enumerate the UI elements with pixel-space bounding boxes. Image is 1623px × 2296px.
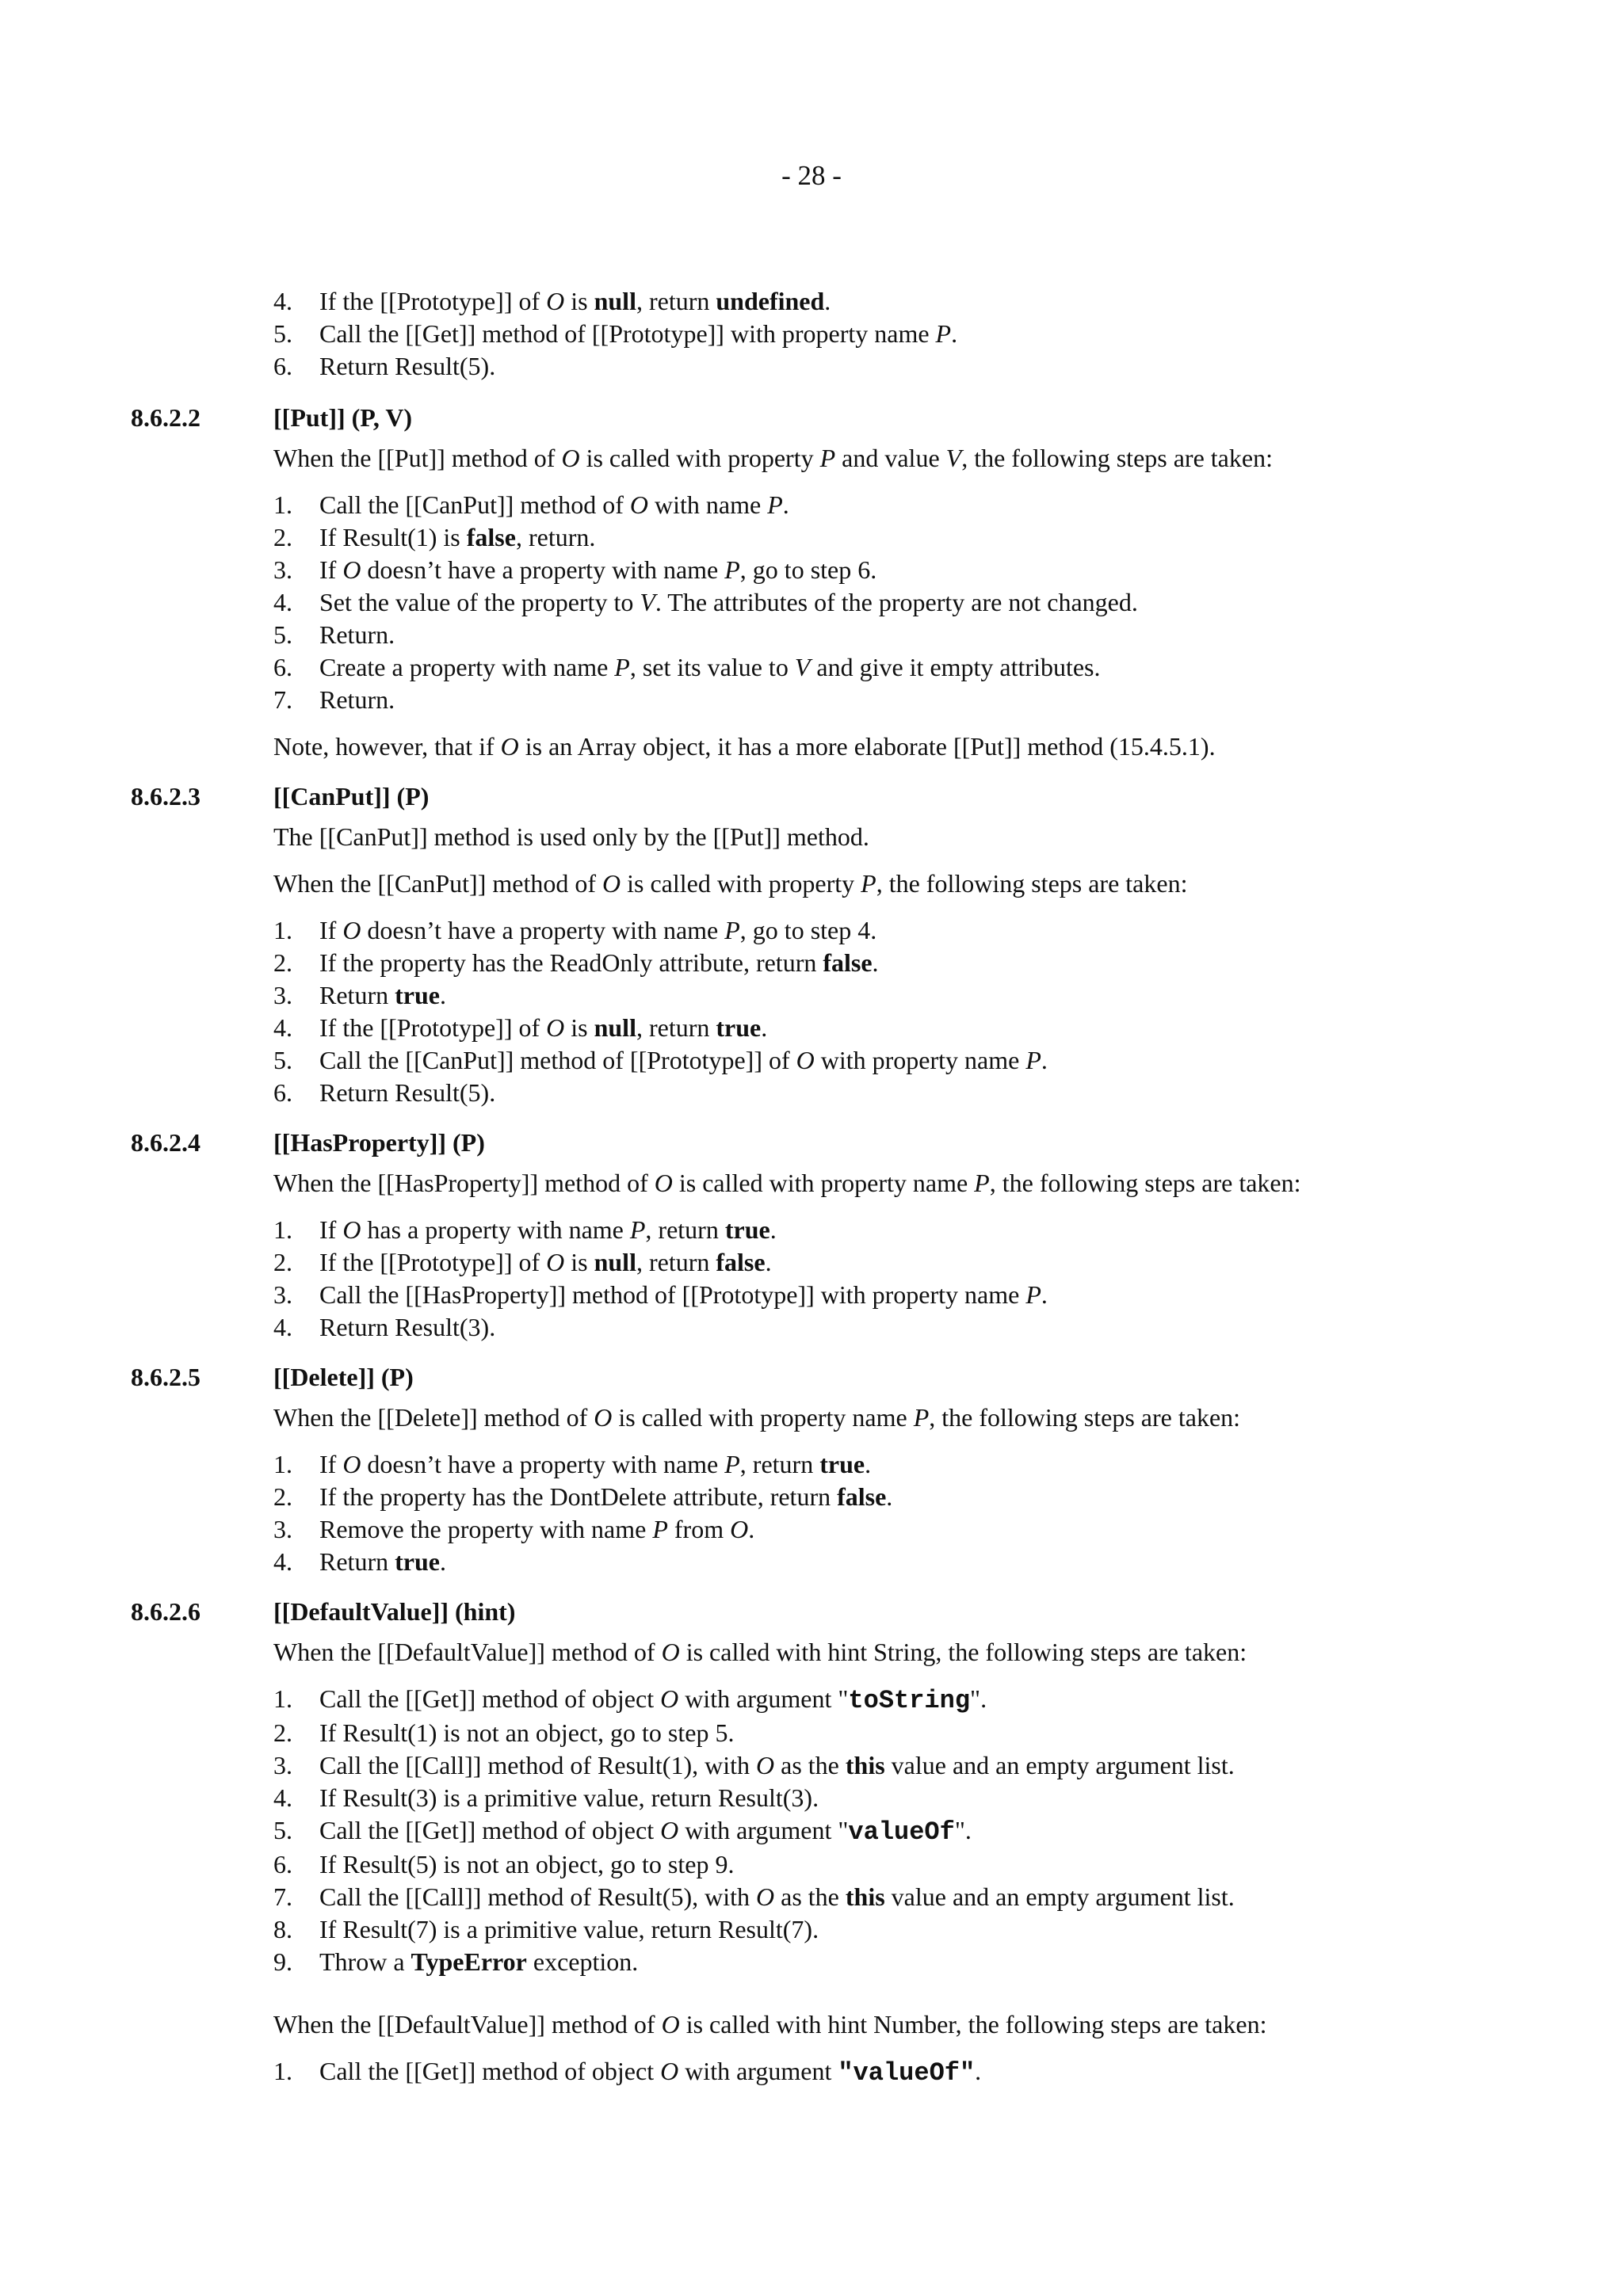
list-item: [273, 1077, 1494, 1109]
list-item: [273, 619, 1494, 651]
section-heading: [131, 1596, 1494, 1628]
step-number: 5.: [273, 319, 292, 348]
step-number: 4.: [273, 1013, 292, 1042]
list-item: [273, 1311, 1494, 1344]
step-text: If O has a property with name P, return true.: [319, 1215, 777, 1244]
step-text: If Result(1) is false, return.: [319, 523, 596, 551]
step-text: Return true.: [319, 1547, 446, 1576]
step-number: 3.: [273, 1515, 292, 1543]
step-number: 1.: [273, 490, 292, 519]
list-item: [273, 1546, 1494, 1578]
step-text: Remove the property with name P from O.: [319, 1515, 755, 1543]
section-number: 8.6.2.3: [131, 782, 200, 810]
step-number: 4.: [273, 1547, 292, 1576]
step-text: If Result(3) is a primitive value, return Result(3).: [319, 1783, 819, 1812]
step-number: 6.: [273, 352, 292, 380]
list-item: [273, 1717, 1494, 1749]
step-text: Create a property with name P, set its value to V and give it empty attributes.: [319, 653, 1101, 681]
paragraph: When the [[HasProperty]] method of O is called with property name P, the following steps are taken:: [273, 1169, 1301, 1197]
list-item: [273, 1814, 1494, 1848]
step-list: [273, 2055, 1494, 2089]
step-list: [273, 914, 1494, 1109]
step-text: If the [[Prototype]] of O is null, return true.: [319, 1013, 768, 1042]
sections: [131, 402, 1494, 2089]
section-8-6-2-4: [131, 1127, 1494, 1344]
section-title: [[Delete]] (P): [273, 1363, 414, 1391]
step-text: Call the [[Get]] method of object O with argument "valueOf".: [319, 2057, 982, 2088]
step-number: 1.: [273, 1450, 292, 1478]
list-item: [273, 1513, 1494, 1546]
section-title: [[HasProperty]] (P): [273, 1128, 485, 1157]
paragraph: When the [[DefaultValue]] method of O is called with hint String, the following steps are taken:: [273, 1638, 1247, 1666]
list-item: [273, 651, 1494, 684]
section-heading: [131, 780, 1494, 813]
list-item: [273, 318, 1494, 350]
step-text: Return.: [319, 685, 395, 714]
list-item: [273, 1848, 1494, 1881]
step-text: If O doesn’t have a property with name P, go to step 6.: [319, 555, 877, 584]
step-number: 5.: [273, 620, 292, 649]
section-number: 8.6.2.4: [131, 1128, 200, 1157]
step-number: 5.: [273, 1046, 292, 1074]
step-number: 2.: [273, 948, 292, 977]
step-text: Call the [[Get]] method of object O with argument "valueOf".: [319, 1816, 972, 1847]
step-number: 1.: [273, 916, 292, 944]
step-text: If O doesn’t have a property with name P, go to step 4.: [319, 916, 877, 944]
list-item: [273, 1881, 1494, 1913]
step-text: Return Result(3).: [319, 1313, 496, 1341]
step-text: Call the [[Get]] method of [[Prototype]] with property name P.: [319, 319, 958, 348]
section-title: [[Put]] (P, V): [273, 403, 413, 432]
list-item: [273, 1913, 1494, 1946]
step-list: [273, 1448, 1494, 1578]
list-item: [273, 1044, 1494, 1077]
step-number: 9.: [273, 1947, 292, 1976]
step-list: [273, 1683, 1494, 1978]
step-text: Return Result(5).: [319, 1078, 496, 1107]
paragraph: When the [[CanPut]] method of O is called with property P, the following steps are taken:: [273, 869, 1188, 898]
list-item: [273, 1946, 1494, 1978]
step-text: If Result(1) is not an object, go to step 5.: [319, 1718, 735, 1747]
step-text: Call the [[Call]] method of Result(5), with O as the this value and an empty argument list.: [319, 1882, 1235, 1911]
paragraph: When the [[Delete]] method of O is called with property name P, the following steps are taken:: [273, 1403, 1241, 1432]
step-text: Return.: [319, 620, 395, 649]
list-item: [273, 979, 1494, 1012]
continuation-steps: [273, 285, 1494, 383]
section-number: 8.6.2.2: [131, 403, 200, 432]
step-text: Call the [[CanPut]] method of O with name P.: [319, 490, 789, 519]
step-text: If the property has the ReadOnly attribute, return false.: [319, 948, 879, 977]
paragraph: The [[CanPut]] method is used only by the [[Put]] method.: [273, 822, 869, 851]
section-number: 8.6.2.5: [131, 1363, 200, 1391]
section-heading: [131, 1361, 1494, 1394]
step-text: Call the [[HasProperty]] method of [[Prototype]] with property name P.: [319, 1280, 1048, 1309]
step-text: Call the [[Call]] method of Result(1), with O as the this value and an empty argument list.: [319, 1751, 1235, 1779]
list-item: [273, 521, 1494, 554]
step-number: 2.: [273, 523, 292, 551]
step-number: 1.: [273, 1215, 292, 1244]
list-item: [273, 489, 1494, 521]
list-item: [273, 1214, 1494, 1246]
step-number: 4.: [273, 1783, 292, 1812]
step-list: [273, 489, 1494, 716]
list-item: [273, 1749, 1494, 1782]
step-text: Return true.: [319, 981, 446, 1009]
document-body: [131, 285, 1494, 2089]
step-number: 2.: [273, 1482, 292, 1511]
step-number: 6.: [273, 1078, 292, 1107]
paragraph: When the [[Put]] method of O is called with property P and value V, the following steps are taken:: [273, 444, 1273, 472]
paragraph: Note, however, that if O is an Array object, it has a more elaborate [[Put]] method (15.4.5.1).: [273, 732, 1216, 761]
list-item: [273, 1481, 1494, 1513]
section-8-6-2-5: [131, 1361, 1494, 1578]
list-item: [273, 1279, 1494, 1311]
section-title: [[DefaultValue]] (hint): [273, 1597, 516, 1626]
step-text: If Result(5) is not an object, go to step 9.: [319, 1850, 735, 1878]
step-number: 6.: [273, 653, 292, 681]
step-number: 3.: [273, 555, 292, 584]
step-number: 7.: [273, 1882, 292, 1911]
section-title: [[CanPut]] (P): [273, 782, 430, 810]
step-text: If Result(7) is a primitive value, return Result(7).: [319, 1915, 819, 1943]
step-text: Call the [[Get]] method of object O with argument "toString".: [319, 1684, 987, 1715]
section-heading: [131, 1127, 1494, 1159]
step-text: If the property has the DontDelete attribute, return false.: [319, 1482, 893, 1511]
step-number: 3.: [273, 1751, 292, 1779]
step-number: 4.: [273, 287, 292, 315]
step-text: Call the [[CanPut]] method of [[Prototype]] of O with property name P.: [319, 1046, 1048, 1074]
step-number: 7.: [273, 685, 292, 714]
list-item: [273, 285, 1494, 318]
step-number: 1.: [273, 1684, 292, 1713]
step-text: If the [[Prototype]] of O is null, return undefined.: [319, 287, 831, 315]
paragraph: When the [[DefaultValue]] method of O is called with hint Number, the following steps are taken:: [273, 2010, 1267, 2039]
step-number: 8.: [273, 1915, 292, 1943]
step-text: Return Result(5).: [319, 352, 496, 380]
section-8-6-2-3: [131, 780, 1494, 1109]
list-item: [273, 554, 1494, 586]
step-list: [273, 1214, 1494, 1344]
section-8-6-2-6: [131, 1596, 1494, 2089]
section-heading: [131, 402, 1494, 434]
step-number: 6.: [273, 1850, 292, 1878]
list-item: [273, 684, 1494, 716]
step-number: 1.: [273, 2057, 292, 2085]
list-item: [273, 914, 1494, 947]
list-item: [273, 1782, 1494, 1814]
step-text: Throw a TypeError exception.: [319, 1947, 639, 1976]
step-number: 3.: [273, 1280, 292, 1309]
section-8-6-2-2: [131, 402, 1494, 763]
step-text: If O doesn’t have a property with name P, return true.: [319, 1450, 872, 1478]
list-item: [273, 947, 1494, 979]
step-number: 4.: [273, 588, 292, 616]
list-item: [273, 1012, 1494, 1044]
list-item: [273, 1683, 1494, 1717]
step-number: 5.: [273, 1816, 292, 1844]
list-item: [273, 2055, 1494, 2089]
list-item: [273, 1246, 1494, 1279]
step-text: If the [[Prototype]] of O is null, return false.: [319, 1248, 772, 1276]
section-number: 8.6.2.6: [131, 1597, 200, 1626]
list-item: [273, 350, 1494, 383]
list-item: [273, 1448, 1494, 1481]
step-number: 2.: [273, 1248, 292, 1276]
page-number: - 28 -: [781, 160, 842, 191]
step-number: 2.: [273, 1718, 292, 1747]
step-number: 3.: [273, 981, 292, 1009]
step-text: Set the value of the property to V. The attributes of the property are not changed.: [319, 588, 1138, 616]
step-number: 4.: [273, 1313, 292, 1341]
list-item: [273, 586, 1494, 619]
